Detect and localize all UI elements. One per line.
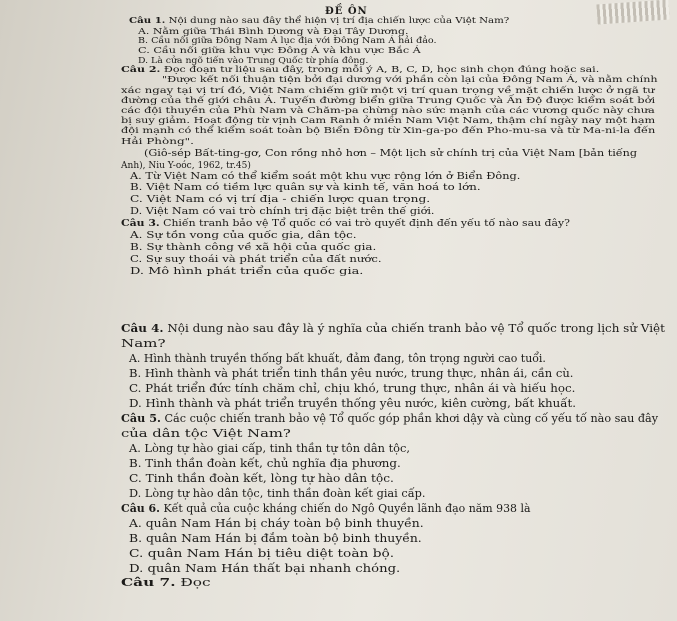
text-line: [138, 46, 421, 54]
line-text: Các cuộc chiến tranh bảo vệ Tổ quốc góp phần khơi dậy và cùng cố yếu tố nào sau đây: [160, 411, 659, 425]
line-text: B. Sự thành công về xã hội của quốc gia.: [130, 242, 377, 253]
line-text: C. Phát triển đức tính chăm chỉ, chịu khó, trung thực, nhân ái và hiếu học.: [129, 381, 576, 395]
text-line: [121, 577, 211, 588]
text-line: [130, 255, 382, 265]
line-text: các đội thuyền của Phù Nam và Chăm-pa chừng nào sức mạnh của các vương quốc này chưa: [121, 105, 655, 115]
line-text: đội mạnh có thể kiểm soát toàn bộ Biển Đông từ Xin-ga-po đến Pho-mu-sa và từ Ma-ni-la đến: [121, 125, 656, 135]
line-text: xác ngay tại vị trí đó, Việt Nam chiếm giữ một vị trí quan trọng về mặt chiến lược ở ngã tư: [121, 85, 655, 95]
text-line: [129, 16, 509, 24]
line-text: A. Lòng tự hào giai cấp, tinh thần tự tôn dân tộc,: [129, 441, 410, 455]
question-number: Câu 3.: [121, 218, 160, 229]
line-text: (Giô-sép Bất-ting-gơ, Con rồng nhỏ hơn – Một lịch sử chính trị của Việt Nam [bản tiếng: [144, 148, 638, 159]
line-text: A. Từ Việt Nam có thể kiểm soát một khu vực rộng lớn ở Biển Đông.: [130, 171, 521, 182]
line-text: C. Việt Nam có vị trí địa - chiến lược quan trọng.: [130, 194, 431, 205]
line-text: B. Tinh thần đoàn kết, chủ nghĩa địa phương.: [129, 456, 401, 470]
line-text: Nội dung nào sau đây thể hiện vị trí địa chiến lược của Việt Nam?: [165, 15, 510, 25]
text-line: [129, 488, 426, 499]
text-line: [129, 473, 394, 484]
text-line: [121, 126, 655, 134]
question-number: Câu 1.: [129, 15, 166, 25]
line-text: D. Việt Nam có vai trò chính trị đặc biệt trên thế giới.: [130, 206, 435, 217]
line-text: Anh), Niu Y-oóc, 1962, tr.45): [121, 160, 251, 171]
text-line: [129, 383, 575, 394]
question-number: Câu 4.: [121, 321, 164, 335]
line-text: Đọc: [175, 575, 211, 589]
line-text: D. Hình thành và phát triển truyền thống yêu nước, kiên cường, bất khuất.: [129, 396, 577, 410]
line-text: B. Việt Nam có tiềm lực quân sự và kinh tế, văn hoá to lớn.: [130, 182, 481, 193]
text-line: [129, 548, 394, 559]
line-text: Chiến tranh bảo vệ Tổ quốc có vai trò quyết định đến yếu tố nào sau đây?: [159, 218, 570, 229]
line-text: B. Hình thành và phát triển tinh thần yêu nước, trung thực, nhân ái, cần cù.: [129, 366, 574, 380]
line-text: A. Sự tồn vong của quốc gia, dân tộc.: [130, 230, 357, 241]
line-text: A. quân Nam Hán bị cháy toàn bộ binh thuyền.: [129, 516, 424, 530]
line-text: bị suy giảm. Hoạt động từ vịnh Cam Ranh ở miền Nam Việt Nam, thậm chí ngày nay một hạm: [121, 115, 656, 125]
line-text: Đọc đoạn tư liệu sau đây, trong mỗi ý A, B, C, D, học sinh chọn đúng hoặc sai.: [160, 64, 600, 74]
line-text: A. Hình thành truyền thống bất khuất, đảm đang, tôn trọng người cao tuổi.: [129, 351, 546, 365]
text-line: [121, 338, 166, 349]
text-line: [130, 207, 434, 217]
text-line: [129, 368, 573, 379]
text-line: [121, 116, 655, 124]
line-text: Hải Phòng".: [121, 136, 194, 146]
text-line: [129, 533, 422, 544]
line-text: D. Mô hình phát triển của quốc gia.: [130, 266, 364, 277]
text-line: [130, 195, 430, 205]
line-text: C. Cầu nối giữa khu vực Đông Á và khu vực Bắc Á: [138, 45, 421, 55]
question-number: Câu 7.: [121, 575, 176, 589]
text-line: [129, 353, 546, 364]
text-line: [129, 563, 400, 574]
text-line: [121, 65, 599, 73]
text-line: [129, 443, 410, 454]
line-text: B. Cầu nối giữa Đông Nam Á lục địa với Đông Nam Á hải đảo.: [138, 35, 437, 45]
question-number: Câu 6.: [121, 501, 160, 515]
text-line: [121, 106, 655, 114]
line-text: D. quân Nam Hán thất bại nhanh chóng.: [129, 561, 401, 575]
line-text: D. Là cửa ngõ tiến vào Trung Quốc từ phía đông.: [138, 55, 369, 65]
line-text: Nội dung nào sau đây là ý nghĩa của chiến tranh bảo vệ Tổ quốc trong lịch sử Việt: [163, 321, 665, 335]
text-line: [162, 75, 658, 83]
text-line: [121, 323, 665, 334]
text-line: [121, 86, 655, 94]
line-text: B. quân Nam Hán bị đắm toàn bộ binh thuyền.: [129, 531, 422, 545]
text-line: [121, 219, 570, 229]
text-line: [130, 172, 520, 182]
line-text: C. Tinh thần đoàn kết, lòng tự hào dân tộc.: [129, 471, 394, 485]
corner-smudge: [596, 0, 669, 24]
text-line: [121, 413, 658, 424]
text-line: [130, 243, 376, 253]
line-text: Nam?: [121, 336, 166, 350]
question-number: Câu 5.: [121, 411, 161, 425]
line-text: C. Sự suy thoái và phát triển của đất nước.: [130, 254, 382, 265]
question-number: Câu 2.: [121, 64, 161, 74]
text-line: [144, 149, 637, 159]
text-line: [121, 96, 655, 104]
line-text: A. Nằm giữa Thái Bình Dương và Đại Tây Dương.: [138, 26, 409, 36]
text-line: [138, 36, 437, 44]
line-text: của dân tộc Việt Nam?: [121, 426, 291, 440]
text-line: [121, 503, 531, 514]
text-line: [129, 398, 576, 409]
line-text: "Được kết nối thuận tiện bởi đại dương với phần còn lại của Đông Nam Á, và nằm chính: [162, 74, 658, 84]
text-line: [121, 428, 291, 439]
text-line: [129, 458, 401, 469]
line-text: D. Lòng tự hào dân tộc, tinh thần đoàn kết giai cấp.: [129, 486, 426, 500]
text-line: [130, 267, 363, 277]
text-line: [129, 518, 424, 529]
text-line: [121, 137, 194, 145]
page-title: ĐỀ ÔN: [325, 6, 368, 17]
text-line: [121, 161, 251, 171]
line-text: C. quân Nam Hán bị tiêu diệt toàn bộ.: [129, 546, 395, 560]
text-line: [130, 183, 481, 193]
line-text: Kết quả của cuộc kháng chiến do Ngô Quyền lãnh đạo năm 938 là: [159, 501, 531, 515]
text-line: [130, 231, 357, 241]
line-text: đường của thế giới châu Á. Tuyến đường biển giữa Trung Quốc và Ấn Độ được kiểm soát bởi: [121, 95, 656, 105]
